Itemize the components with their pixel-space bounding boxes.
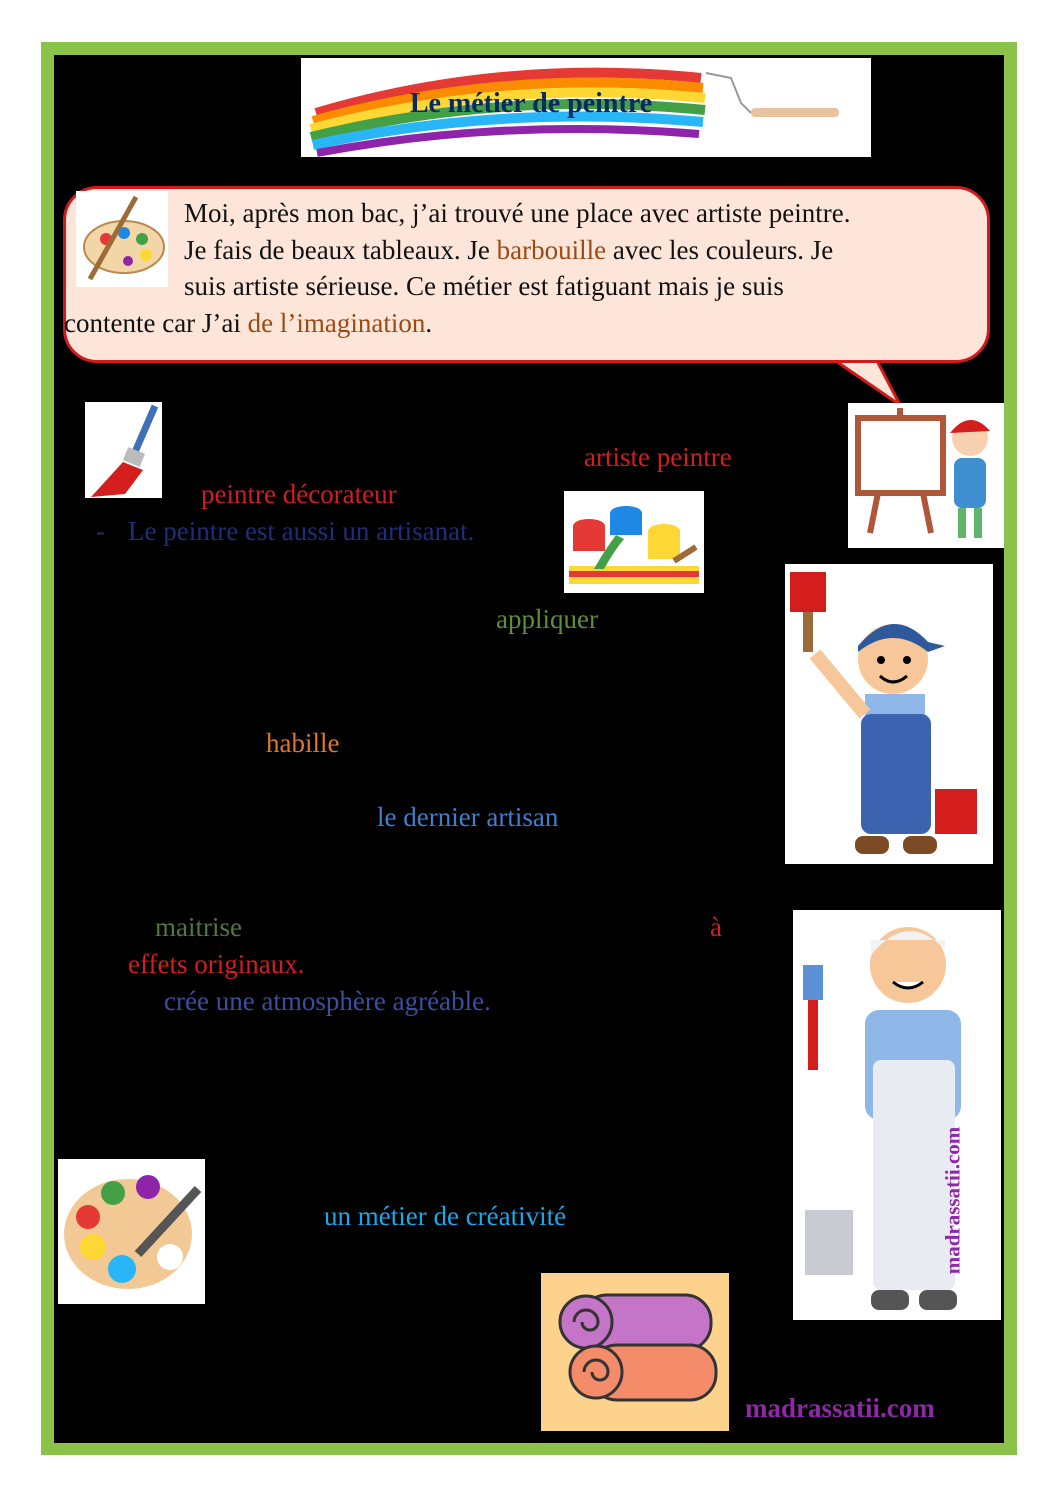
speech-text-part: .: [425, 308, 433, 338]
title-banner: [301, 58, 871, 157]
bullet-marker: -: [96, 516, 105, 546]
wallpaper-rolls-image: [541, 1273, 729, 1431]
speech-bubble: [63, 186, 990, 363]
speech-text-part: Je fais de beaux tableaux. Je: [184, 235, 497, 265]
paint-cans-image: [564, 491, 704, 593]
phrase-artisanat: Le peintre est aussi un artisanat.: [128, 516, 475, 546]
phrase-habille: habille: [266, 728, 340, 758]
speech-highlight: de l’imagination: [247, 308, 426, 338]
speech-text-part: contente car J’ai: [64, 308, 248, 338]
girl-painting-easel-image: [848, 403, 1004, 548]
phrase-effets-originaux: effets originaux.: [128, 949, 305, 979]
phrase-maitrise: maitrise: [155, 912, 242, 942]
speech-bubble-tail: [830, 355, 910, 410]
phrase-appliquer: appliquer: [496, 604, 598, 634]
paint-palette-brush-image: [58, 1159, 205, 1304]
paintbrush-icon: [85, 402, 162, 498]
speech-line-1: Moi, après mon bac, j’ai trouvé une place avec artiste peintre.: [184, 198, 851, 228]
phrase-a: à: [710, 912, 722, 942]
speech-line-3: suis artiste sérieuse. Ce métier est fatiguant mais je suis: [184, 271, 784, 301]
painter-in-white-overalls-image: [793, 910, 1001, 1320]
painter-with-brush-and-bucket-image: [785, 564, 993, 864]
phrase-dernier-artisan: le dernier artisan: [377, 802, 559, 832]
speech-line-2: [184, 232, 833, 269]
side-watermark: madrassatii.com: [940, 1126, 965, 1275]
watermark-text: madrassatii.com: [745, 1393, 935, 1423]
speech-line-4: [64, 305, 432, 342]
phrase-artiste-peintre: artiste peintre: [584, 442, 732, 472]
palette-icon: [76, 191, 168, 287]
phrase-creativite: un métier de créativité: [324, 1201, 567, 1231]
phrase-peintre-decorateur: peintre décorateur: [201, 479, 397, 509]
page-title: Le métier de peintre: [409, 88, 653, 119]
speech-text-part: avec les couleurs. Je: [606, 235, 834, 265]
speech-highlight: barbouille: [496, 235, 607, 265]
phrase-atmosphere: crée une atmosphère agréable.: [164, 986, 491, 1016]
